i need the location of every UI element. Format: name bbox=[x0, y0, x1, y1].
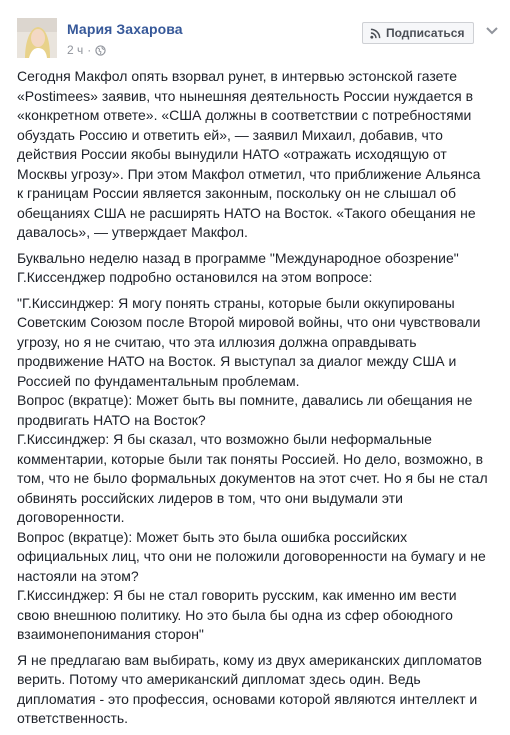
globe-icon bbox=[95, 45, 106, 56]
post-text-line: Буквально неделю назад в программе "Международное обозрение" bbox=[17, 249, 459, 266]
post-text-line: давалось», — утверждает Макфол. bbox=[17, 224, 248, 240]
author-name[interactable]: Мария Захарова bbox=[67, 21, 183, 37]
post-text-line: дипломатия - это профессия, основами которой являются интеллект и bbox=[17, 690, 478, 707]
post-paragraph bbox=[17, 294, 495, 645]
post-text-line: продвижение НАТО на Восток. Я выступал за диалог между США и bbox=[17, 353, 457, 369]
post-text-line: Россией по фундаментальным проблемам. bbox=[17, 372, 300, 389]
post-text-line: к границам России является законным, поскольку он не слышал об bbox=[17, 185, 456, 201]
post-text-line: угрозу, но я не считаю, что эта иллюзия должна оправдывать bbox=[17, 333, 417, 350]
post-text-line: Г.Киссенджер подробно остановился на этом вопросе: bbox=[17, 269, 373, 285]
post-meta bbox=[67, 43, 106, 57]
post-text-line: Советским Союзом после Второй мировой войны, что они чувствовали bbox=[17, 314, 481, 330]
post-text-line: договоренности. bbox=[17, 509, 125, 525]
post-text-line: Москвы угрозу». При этом Макфол отметил, что приближение Альянса bbox=[17, 165, 481, 182]
post-text-line: обещаниях США не расширять НАТО на Восток. «Такого обещания не bbox=[17, 204, 476, 221]
post-text-line: верить. Потому что американский дипломат здесь один. Ведь bbox=[17, 671, 421, 687]
post-text-line: Я не предлагаю вам выбирать, кому из двух американских дипломатов bbox=[17, 651, 482, 668]
post-time[interactable]: 2 ч bbox=[67, 43, 84, 57]
post-text-line: официальных лиц, что они не положили договоренности на бумагу и не bbox=[17, 548, 486, 564]
post-text-line: Вопрос (вкратце): Может быть это была ошибка российских bbox=[17, 528, 408, 545]
post-text-line: Г.Киссинджер: Я бы не стал говорить русским, как именно им вести bbox=[17, 587, 457, 603]
post-text-line: Вопрос (вкратце): Может быть вы помните, давались ли обещания не bbox=[17, 392, 473, 408]
post-text-line: свою внешнюю политику. Но это была бы одна из сфер обоюдного bbox=[17, 606, 453, 623]
meta-separator: · bbox=[87, 43, 92, 57]
post-text-line: «конкретном ответе». «США должны в соответствии с потребностями bbox=[17, 107, 472, 123]
chevron-down-icon[interactable] bbox=[484, 22, 500, 38]
post-text-line: Г.Киссинджер: Я бы сказал, что возможно были неформальные bbox=[17, 431, 432, 447]
avatar[interactable] bbox=[17, 18, 57, 58]
rss-icon bbox=[370, 28, 381, 39]
post-text-line: продвигать НАТО на Восток? bbox=[17, 411, 206, 428]
post-text-line: действия России якобы вынудили НАТО «отражать исходящую от bbox=[17, 146, 447, 162]
post-paragraph bbox=[17, 249, 495, 288]
post-text-line: настояли на этом? bbox=[17, 567, 139, 584]
post-text-line: Сегодня Макфол опять взорвал рунет, в интервью эстонской газете bbox=[17, 68, 458, 84]
post-text-line: обуздать Россию и ответить ей», — заявил Михаил, добавив, что bbox=[17, 126, 443, 143]
post-paragraph bbox=[17, 67, 495, 243]
post-body bbox=[17, 67, 495, 735]
post-text-line: ответственность. bbox=[17, 710, 129, 726]
post-paragraph bbox=[17, 651, 495, 729]
post-text-line: «Postimees» заявив, что нынешняя деятельность России нуждается в bbox=[17, 87, 474, 104]
post-header bbox=[0, 0, 510, 68]
follow-button-label: Подписаться bbox=[386, 26, 465, 40]
post-text-line: том, что не было формальных документов на этот счет. Но я бы не стал bbox=[17, 470, 488, 486]
post-text-line: комментарии, которые были так поняты Россией. Но дело, возможно, в bbox=[17, 450, 484, 467]
post-text-line: "Г.Киссинджер: Я могу понять страны, которые были оккупированы bbox=[17, 294, 455, 311]
post-text-line: обвинять российских лидеров в том, что они выдумали эти bbox=[17, 489, 403, 506]
post-text-line: взаимонепонимания сторон" bbox=[17, 626, 204, 642]
follow-button[interactable] bbox=[362, 22, 474, 44]
